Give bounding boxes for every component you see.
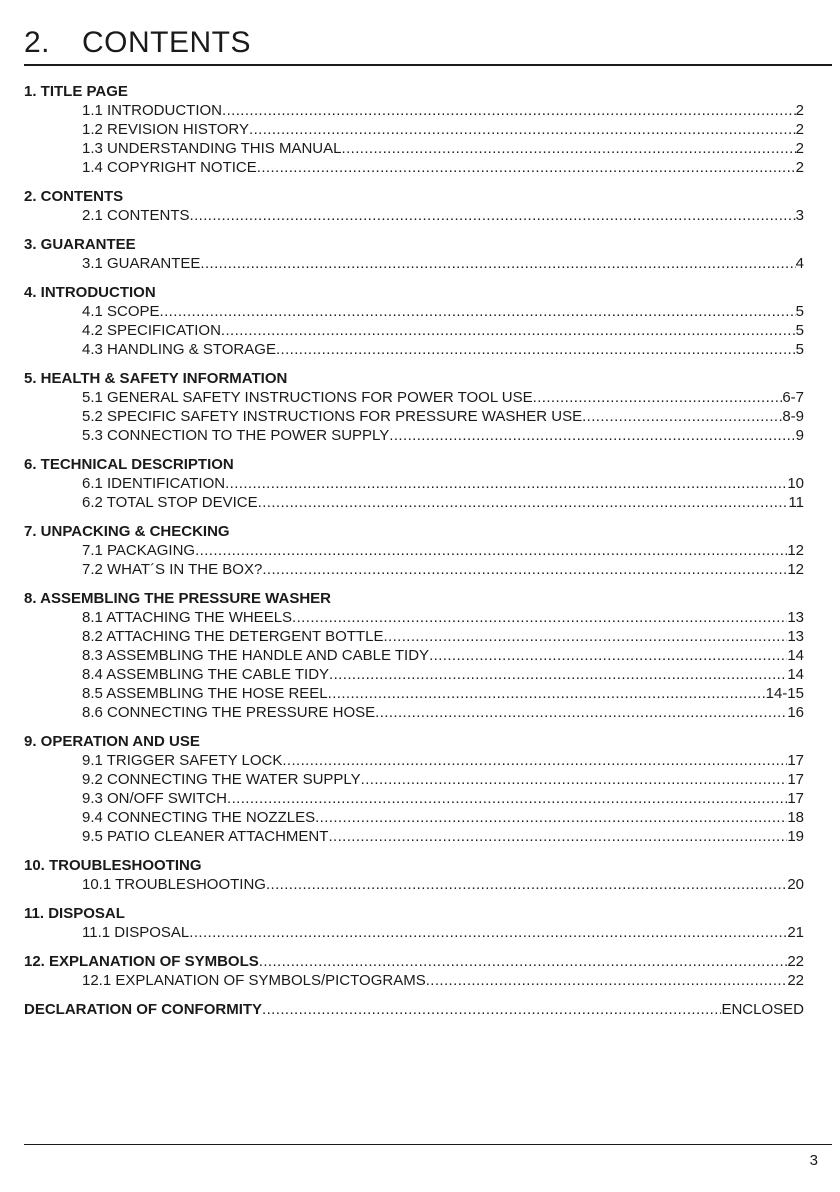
toc-section (24, 187, 804, 225)
dot-leader (222, 101, 796, 120)
dot-leader (582, 407, 782, 426)
toc-entry-label: 1.4 COPYRIGHT NOTICE (82, 159, 257, 176)
toc-entry-page: 22 (787, 953, 804, 970)
toc-entry-page: 22 (787, 972, 804, 989)
toc-entry-label: 9.2 CONNECTING THE WATER SUPPLY (82, 771, 361, 788)
toc-entry[interactable] (24, 101, 804, 120)
toc-entry-page: 13 (787, 609, 804, 626)
section-title[interactable]: 1. TITLE PAGE (24, 83, 128, 100)
toc-entry-page: 20 (787, 876, 804, 893)
dot-leader (315, 808, 787, 827)
toc-entry[interactable] (24, 426, 804, 445)
toc-entry[interactable] (24, 302, 804, 321)
toc-entry-page: 2 (795, 159, 804, 176)
toc-entry-page: 14 (787, 666, 804, 683)
toc-entry-page: 5 (795, 341, 804, 358)
section-title[interactable]: 7. UNPACKING & CHECKING (24, 523, 230, 540)
toc-section (24, 283, 804, 359)
section-title[interactable]: 3. GUARANTEE (24, 236, 136, 253)
toc-section (24, 856, 804, 894)
table-of-contents (24, 82, 804, 1019)
dot-leader (189, 923, 787, 942)
toc-entry[interactable] (24, 684, 804, 703)
section-gap (24, 512, 804, 522)
toc-section (24, 522, 804, 579)
dot-leader (328, 684, 766, 703)
dot-leader (190, 206, 796, 225)
toc-entry-page: 10 (787, 475, 804, 492)
toc-entry-page: 17 (787, 771, 804, 788)
toc-entry[interactable] (24, 952, 804, 971)
section-title[interactable]: 9. OPERATION AND USE (24, 733, 200, 750)
toc-entry[interactable] (24, 646, 804, 665)
section-title[interactable]: 11. DISPOSAL (24, 905, 125, 922)
dot-leader (262, 560, 787, 579)
toc-entry-page: 9 (795, 427, 804, 444)
toc-entry-label: 5.2 SPECIFIC SAFETY INSTRUCTIONS FOR PRESSURE WASHER USE (82, 408, 583, 425)
dot-leader (375, 703, 787, 722)
toc-entry-label: DECLARATION OF CONFORMITY (24, 1001, 263, 1018)
toc-entry-label: 3.1 GUARANTEE (82, 255, 201, 272)
toc-entry-page: 4 (795, 255, 804, 272)
toc-entry-label: 12. EXPLANATION OF SYMBOLS (24, 953, 259, 970)
dot-leader (160, 302, 796, 321)
toc-entry-label: 9.3 ON/OFF SWITCH (82, 790, 228, 807)
toc-entry[interactable] (24, 120, 804, 139)
toc-entry[interactable] (24, 665, 804, 684)
toc-entry-label: 6.2 TOTAL STOP DEVICE (82, 494, 258, 511)
section-gap (24, 445, 804, 455)
section-gap (24, 225, 804, 235)
dot-leader (389, 426, 795, 445)
toc-entry-page: 2 (795, 102, 804, 119)
toc-entry-page: 21 (787, 924, 804, 941)
toc-entry-page: 12 (787, 542, 804, 559)
toc-entry[interactable] (24, 627, 804, 646)
dot-leader (257, 158, 796, 177)
toc-section-symbols (24, 952, 804, 990)
toc-entry-page: 2 (795, 140, 804, 157)
toc-section (24, 82, 804, 177)
toc-entry[interactable] (24, 703, 804, 722)
section-gap (24, 722, 804, 732)
dot-leader (342, 139, 796, 158)
section-gap (24, 990, 804, 1000)
toc-entry-page: 3 (795, 207, 804, 224)
dot-leader (383, 627, 787, 646)
toc-entry-label: 9.5 PATIO CLEANER ATTACHMENT (82, 828, 329, 845)
toc-entry-label: 10.1 TROUBLESHOOTING (82, 876, 266, 893)
toc-entry-label: 1.1 INTRODUCTION (82, 102, 223, 119)
toc-entry[interactable] (24, 139, 804, 158)
toc-entry-page: 6-7 (782, 389, 804, 406)
toc-entry-label: 9.4 CONNECTING THE NOZZLES (82, 809, 316, 826)
toc-entry[interactable] (24, 827, 804, 846)
toc-entry-page: 18 (787, 809, 804, 826)
toc-entry[interactable] (24, 407, 804, 426)
toc-entry-page: 19 (787, 828, 804, 845)
section-gap (24, 579, 804, 589)
top-divider (24, 64, 832, 66)
page-heading (24, 26, 251, 60)
toc-entry-label: 8.6 CONNECTING THE PRESSURE HOSE (82, 704, 376, 721)
dot-leader (276, 340, 796, 359)
toc-section (24, 732, 804, 846)
toc-entry-label: 8.4 ASSEMBLING THE CABLE TIDY (82, 666, 330, 683)
dot-leader (266, 875, 787, 894)
toc-entry[interactable] (24, 493, 804, 512)
toc-entry[interactable] (24, 751, 804, 770)
toc-entry-label: 7.1 PACKAGING (82, 542, 196, 559)
toc-entry-page: 8-9 (782, 408, 804, 425)
toc-entry[interactable] (24, 770, 804, 789)
dot-leader (329, 665, 787, 684)
toc-entry[interactable] (24, 388, 804, 407)
toc-entry-label: 5.3 CONNECTION TO THE POWER SUPPLY (82, 427, 390, 444)
toc-entry[interactable] (24, 971, 804, 990)
dot-leader (282, 751, 787, 770)
toc-entry-label: 5.1 GENERAL SAFETY INSTRUCTIONS FOR POWER TOOL USE (82, 389, 533, 406)
toc-entry[interactable] (24, 474, 804, 493)
toc-entry-label: 9.1 TRIGGER SAFETY LOCK (82, 752, 283, 769)
section-title[interactable]: 5. HEALTH & SAFETY INFORMATION (24, 370, 288, 387)
toc-entry-label: 7.2 WHAT´S IN THE BOX? (82, 561, 263, 578)
section-title[interactable]: 2. CONTENTS (24, 188, 124, 205)
section-title[interactable]: 4. INTRODUCTION (24, 284, 156, 301)
section-gap (24, 359, 804, 369)
toc-entry[interactable] (24, 923, 804, 942)
toc-entry-page: 13 (787, 628, 804, 645)
page-number: 3 (809, 1152, 818, 1169)
toc-entry-page: ENCLOSED (721, 1001, 804, 1018)
toc-entry-label: 11.1 DISPOSAL (82, 924, 190, 941)
toc-entry-page: 17 (787, 790, 804, 807)
toc-section (24, 455, 804, 512)
toc-entry[interactable] (24, 560, 804, 579)
toc-entry-page: 5 (795, 322, 804, 339)
dot-leader (533, 388, 783, 407)
dot-leader (429, 646, 787, 665)
toc-entry[interactable] (24, 158, 804, 177)
toc-entry-label: 4.3 HANDLING & STORAGE (82, 341, 276, 358)
toc-entry-label: 8.1 ATTACHING THE WHEELS (82, 609, 293, 626)
toc-entry-label: 1.3 UNDERSTANDING THIS MANUAL (82, 140, 342, 157)
toc-entry-label: 6.1 IDENTIFICATION (82, 475, 226, 492)
toc-entry[interactable] (24, 321, 804, 340)
heading-number: 2. (24, 26, 51, 59)
toc-section (24, 235, 804, 273)
toc-entry-label: 8.2 ATTACHING THE DETERGENT BOTTLE (82, 628, 384, 645)
toc-entry-page: 17 (787, 752, 804, 769)
toc-section (24, 904, 804, 942)
toc-entry-page: 16 (787, 704, 804, 721)
dot-leader (426, 971, 788, 990)
dot-leader (328, 827, 787, 846)
toc-entry[interactable] (24, 808, 804, 827)
toc-entry[interactable] (24, 1000, 804, 1019)
dot-leader (221, 321, 796, 340)
section-gap (24, 846, 804, 856)
toc-entry-label: 12.1 EXPLANATION OF SYMBOLS/PICTOGRAMS (82, 972, 426, 989)
section-title[interactable]: 8. ASSEMBLING THE PRESSURE WASHER (24, 590, 331, 607)
dot-leader (195, 541, 787, 560)
dot-leader (225, 474, 787, 493)
section-title[interactable]: 10. TROUBLESHOOTING (24, 857, 202, 874)
dot-leader (361, 770, 788, 789)
section-gap (24, 177, 804, 187)
toc-entry[interactable] (24, 206, 804, 225)
toc-entry-page: 11 (788, 494, 804, 511)
toc-entry[interactable] (24, 608, 804, 627)
toc-entry[interactable] (24, 541, 804, 560)
heading-title: CONTENTS (82, 26, 251, 59)
section-gap (24, 942, 804, 952)
toc-entry-page: 12 (787, 561, 804, 578)
toc-entry-label: 4.2 SPECIFICATION (82, 322, 221, 339)
toc-entry[interactable] (24, 254, 804, 273)
dot-leader (258, 493, 789, 512)
toc-entry-label: 4.1 SCOPE (82, 303, 160, 320)
section-gap (24, 894, 804, 904)
toc-entry-page: 14-15 (765, 685, 804, 702)
toc-entry[interactable] (24, 875, 804, 894)
toc-entry-page: 14 (787, 647, 804, 664)
dot-leader (200, 254, 795, 273)
toc-entry-page: 5 (795, 303, 804, 320)
toc-section (24, 369, 804, 445)
toc-entry-label: 1.2 REVISION HISTORY (82, 121, 249, 138)
toc-entry-label: 8.3 ASSEMBLING THE HANDLE AND CABLE TIDY (82, 647, 430, 664)
dot-leader (262, 1000, 721, 1019)
toc-entry-page: 2 (795, 121, 804, 138)
toc-entry[interactable] (24, 789, 804, 808)
section-gap (24, 273, 804, 283)
toc-entry[interactable] (24, 340, 804, 359)
dot-leader (292, 608, 787, 627)
section-title[interactable]: 6. TECHNICAL DESCRIPTION (24, 456, 234, 473)
toc-entry-label: 2.1 CONTENTS (82, 207, 190, 224)
footer-divider (24, 1144, 832, 1145)
toc-section (24, 589, 804, 722)
toc-entry-label: 8.5 ASSEMBLING THE HOSE REEL (82, 685, 328, 702)
dot-leader (249, 120, 796, 139)
dot-leader (259, 952, 788, 971)
dot-leader (227, 789, 787, 808)
